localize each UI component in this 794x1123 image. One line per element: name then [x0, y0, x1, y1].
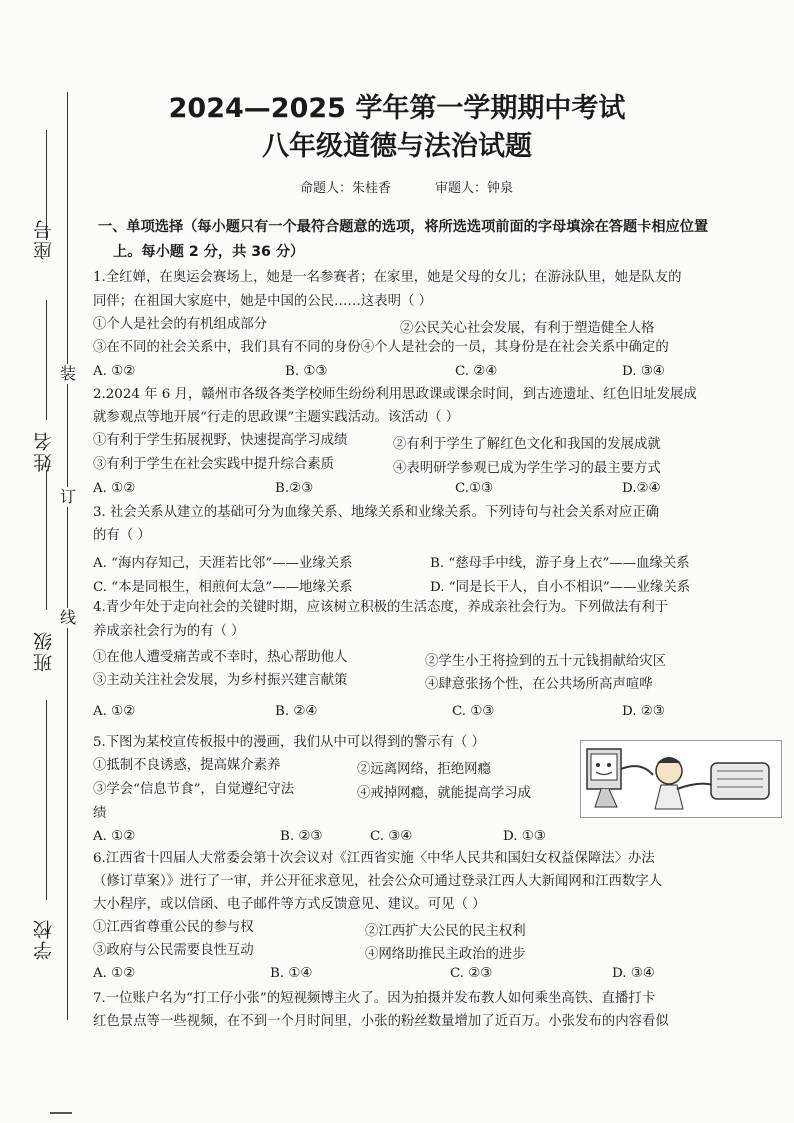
- name-label: 姓名: [33, 430, 55, 472]
- setter: 命题人：朱桂香: [300, 181, 392, 196]
- q1-option-a: A. ①②: [93, 364, 136, 379]
- q3-stem-cont: 的有（ ）: [93, 528, 151, 543]
- section-heading-cont: 上。每小题 2 分，共 36 分）: [113, 244, 305, 260]
- binding-char-zhuang: 装: [60, 364, 77, 383]
- seat-label: 座号: [33, 218, 55, 260]
- q4-statement-4: ④肆意张扬个性，在公共场所高声喧哗: [425, 677, 653, 692]
- q6-statement-2: ②江西扩大公民的民主权利: [365, 924, 526, 939]
- q3-stem: 3. 社会关系从建立的基础可分为血缘关系、地缘关系和业缘关系。下列诗句与社会关系对应正确: [93, 505, 660, 520]
- school-field-line: [46, 700, 47, 900]
- binding-line: [67, 92, 68, 1020]
- q7-stem: 7.一位账户名为“打工仔小张”的短视频博主火了。因为拍摄并发布教人如何乘坐高铁、直播打卡: [93, 991, 656, 1006]
- q4-option-d: D. ②③: [622, 704, 665, 719]
- q2-option-d: D.②④: [622, 481, 661, 496]
- q3-option-c: C. “本是同根生，相煎何太急”——地缘关系: [93, 580, 353, 595]
- book-stack: [711, 763, 769, 799]
- q3-option-a: A. “海内存知己，天涯若比邻”——业缘关系: [93, 556, 353, 571]
- q1-option-b: B. ①③: [285, 364, 328, 379]
- q4-statement-3: ③主动关注社会发展，为乡村振兴建言献策: [93, 673, 348, 688]
- q4-statement-2: ②学生小王将捡到的五十元钱捐献给灾区: [425, 654, 667, 669]
- q5-statement-4-cont: 绩: [93, 806, 107, 821]
- q4-option-a: A. ①②: [93, 704, 136, 719]
- binding-margin: [0, 0, 78, 1123]
- student-arm: [677, 784, 713, 789]
- q7-stem-cont: 红色景点等一些视频，在不到一个月时间里，小张的粉丝数量增加了近百万。小张发布的内容看似: [93, 1014, 669, 1029]
- q5-statement-2: ②远离网络，拒绝网瘾: [357, 762, 491, 777]
- q1-option-c: C. ②④: [455, 364, 498, 379]
- q1-stem: 1.全红婵，在奥运会赛场上，她是一名参赛者；在家里，她是父母的女儿；在游泳队里，她是队友的: [93, 270, 682, 285]
- q6-statement-1: ①江西省尊重公民的参与权: [93, 920, 254, 935]
- q1-stem-cont: 同伴；在祖国大家庭中，她是中国的公民……这表明（ ）: [93, 294, 433, 309]
- q4-option-b: B. ②④: [275, 704, 318, 719]
- class-label: 班级: [33, 630, 55, 672]
- section-heading: 一、单项选择（每小题只有一个最符合题意的选项，将所选选项前面的字母填涂在答题卡相应位置: [98, 219, 709, 235]
- q1-option-d: D. ③④: [622, 364, 665, 379]
- monitor-stand: [595, 789, 617, 807]
- q2-option-b: B.②③: [275, 481, 314, 496]
- q2-stem-cont: 就参观点等地开展“行走的思政课”主题实践活动。该活动（ ）: [93, 410, 460, 425]
- q2-stem: 2.2024 年 6 月，赣州市各级各类学校师生纷纷利用思政课或课余时间，到古迹遗址、红色旧址发展成: [93, 387, 697, 402]
- q3-option-b: B. “慈母手中线，游子身上衣”——血缘关系: [430, 556, 690, 571]
- q1-statement-3-4: ③在不同的社会关系中，我们具有不同的身份④个人是社会的一员，其身份是在社会关系中确定的: [93, 340, 669, 355]
- name-field-line: [46, 300, 47, 420]
- q1-statement-1: ①个人是社会的有机组成部分: [93, 317, 268, 332]
- reviewer: 审题人：钟泉: [435, 181, 514, 196]
- q2-option-c: C.①③: [455, 481, 494, 496]
- cable-arm: [621, 766, 653, 775]
- q4-statement-1: ①在他人遭受痛苦或不幸时，热心帮助他人: [93, 650, 348, 665]
- q4-stem: 4.青少年处于走向社会的关键时期，应该树立积极的生活态度，养成亲社会行为。下列做法有利于: [93, 600, 669, 615]
- q5-option-a: A. ①②: [93, 829, 136, 844]
- q4-stem-cont: 养成亲社会行为的有（ ）: [93, 624, 245, 639]
- q5-statement-4: ④戒掉网瘾，就能提高学习成: [357, 786, 532, 801]
- class-field-line: [46, 470, 47, 610]
- q5-statement-1: ①抵制不良诱惑，提高媒介素养: [93, 758, 281, 773]
- q5-cartoon-image: [580, 740, 782, 818]
- authors-line: [300, 177, 513, 196]
- q1-statement-2: ②公民关心社会发展，有利于塑造健全人格: [400, 321, 655, 336]
- exam-subtitle: 八年级道德与法治试题: [262, 131, 532, 162]
- q2-statement-3: ③有利于学生在社会实践中提升综合素质: [93, 457, 335, 472]
- q5-stem: 5.下图为某校宣传板报中的漫画，我们从中可以得到的警示有（ ）: [93, 735, 485, 750]
- q2-statement-2: ②有利于学生了解红色文化和我国的发展成就: [393, 437, 661, 452]
- q6-option-c: C. ②③: [450, 966, 493, 981]
- school-label: 学校: [33, 918, 55, 960]
- q3-option-d: D. “同是长干人，自小不相识”——业缘关系: [430, 580, 691, 595]
- monitor-screen: [591, 754, 617, 780]
- exam-title: 2024—2025 学年第一学期期中考试: [168, 93, 626, 124]
- q6-stem: 6.江西省十四届人大常委会第十次会议对《江西省实施〈中华人民共和国妇女权益保障法〉办法: [93, 851, 655, 866]
- q6-statement-3: ③政府与公民需要良性互动: [93, 943, 254, 958]
- binding-char-xian: 线: [60, 608, 77, 627]
- q6-option-b: B. ①④: [270, 966, 313, 981]
- q5-option-b: B. ②③: [280, 829, 323, 844]
- q5-option-d: D. ①③: [503, 829, 546, 844]
- student-hair: [657, 757, 681, 763]
- q5-statement-3: ③学会“信息节食”，自觉遵纪守法: [93, 782, 295, 797]
- q4-option-c: C. ①③: [452, 704, 495, 719]
- q6-option-a: A. ①②: [93, 966, 136, 981]
- q6-statement-4: ④网络助推民主政治的进步: [365, 947, 526, 962]
- q6-stem-cont-2: 大小程序，或以信函、电子邮件等方式反馈意见、建议。可见（ ）: [93, 897, 486, 912]
- monitor-eye-right: [607, 763, 611, 767]
- q2-statement-4: ④表明研学参观已成为学生学习的最主要方式: [393, 461, 661, 476]
- q6-option-d: D. ③④: [612, 966, 655, 981]
- q5-option-c: C. ③④: [370, 829, 413, 844]
- q2-statement-1: ①有利于学生拓展视野，快速提高学习成绩: [93, 433, 348, 448]
- monitor-eye-left: [596, 763, 600, 767]
- footer-scan-mark: [50, 1112, 72, 1114]
- binding-char-ding: 订: [60, 487, 77, 506]
- q2-option-a: A. ①②: [93, 481, 136, 496]
- q6-stem-cont-1: （修订草案）》进行了一审，并公开征求意见，社会公众可通过登录江西人大新闻网和江西数字人: [93, 874, 663, 889]
